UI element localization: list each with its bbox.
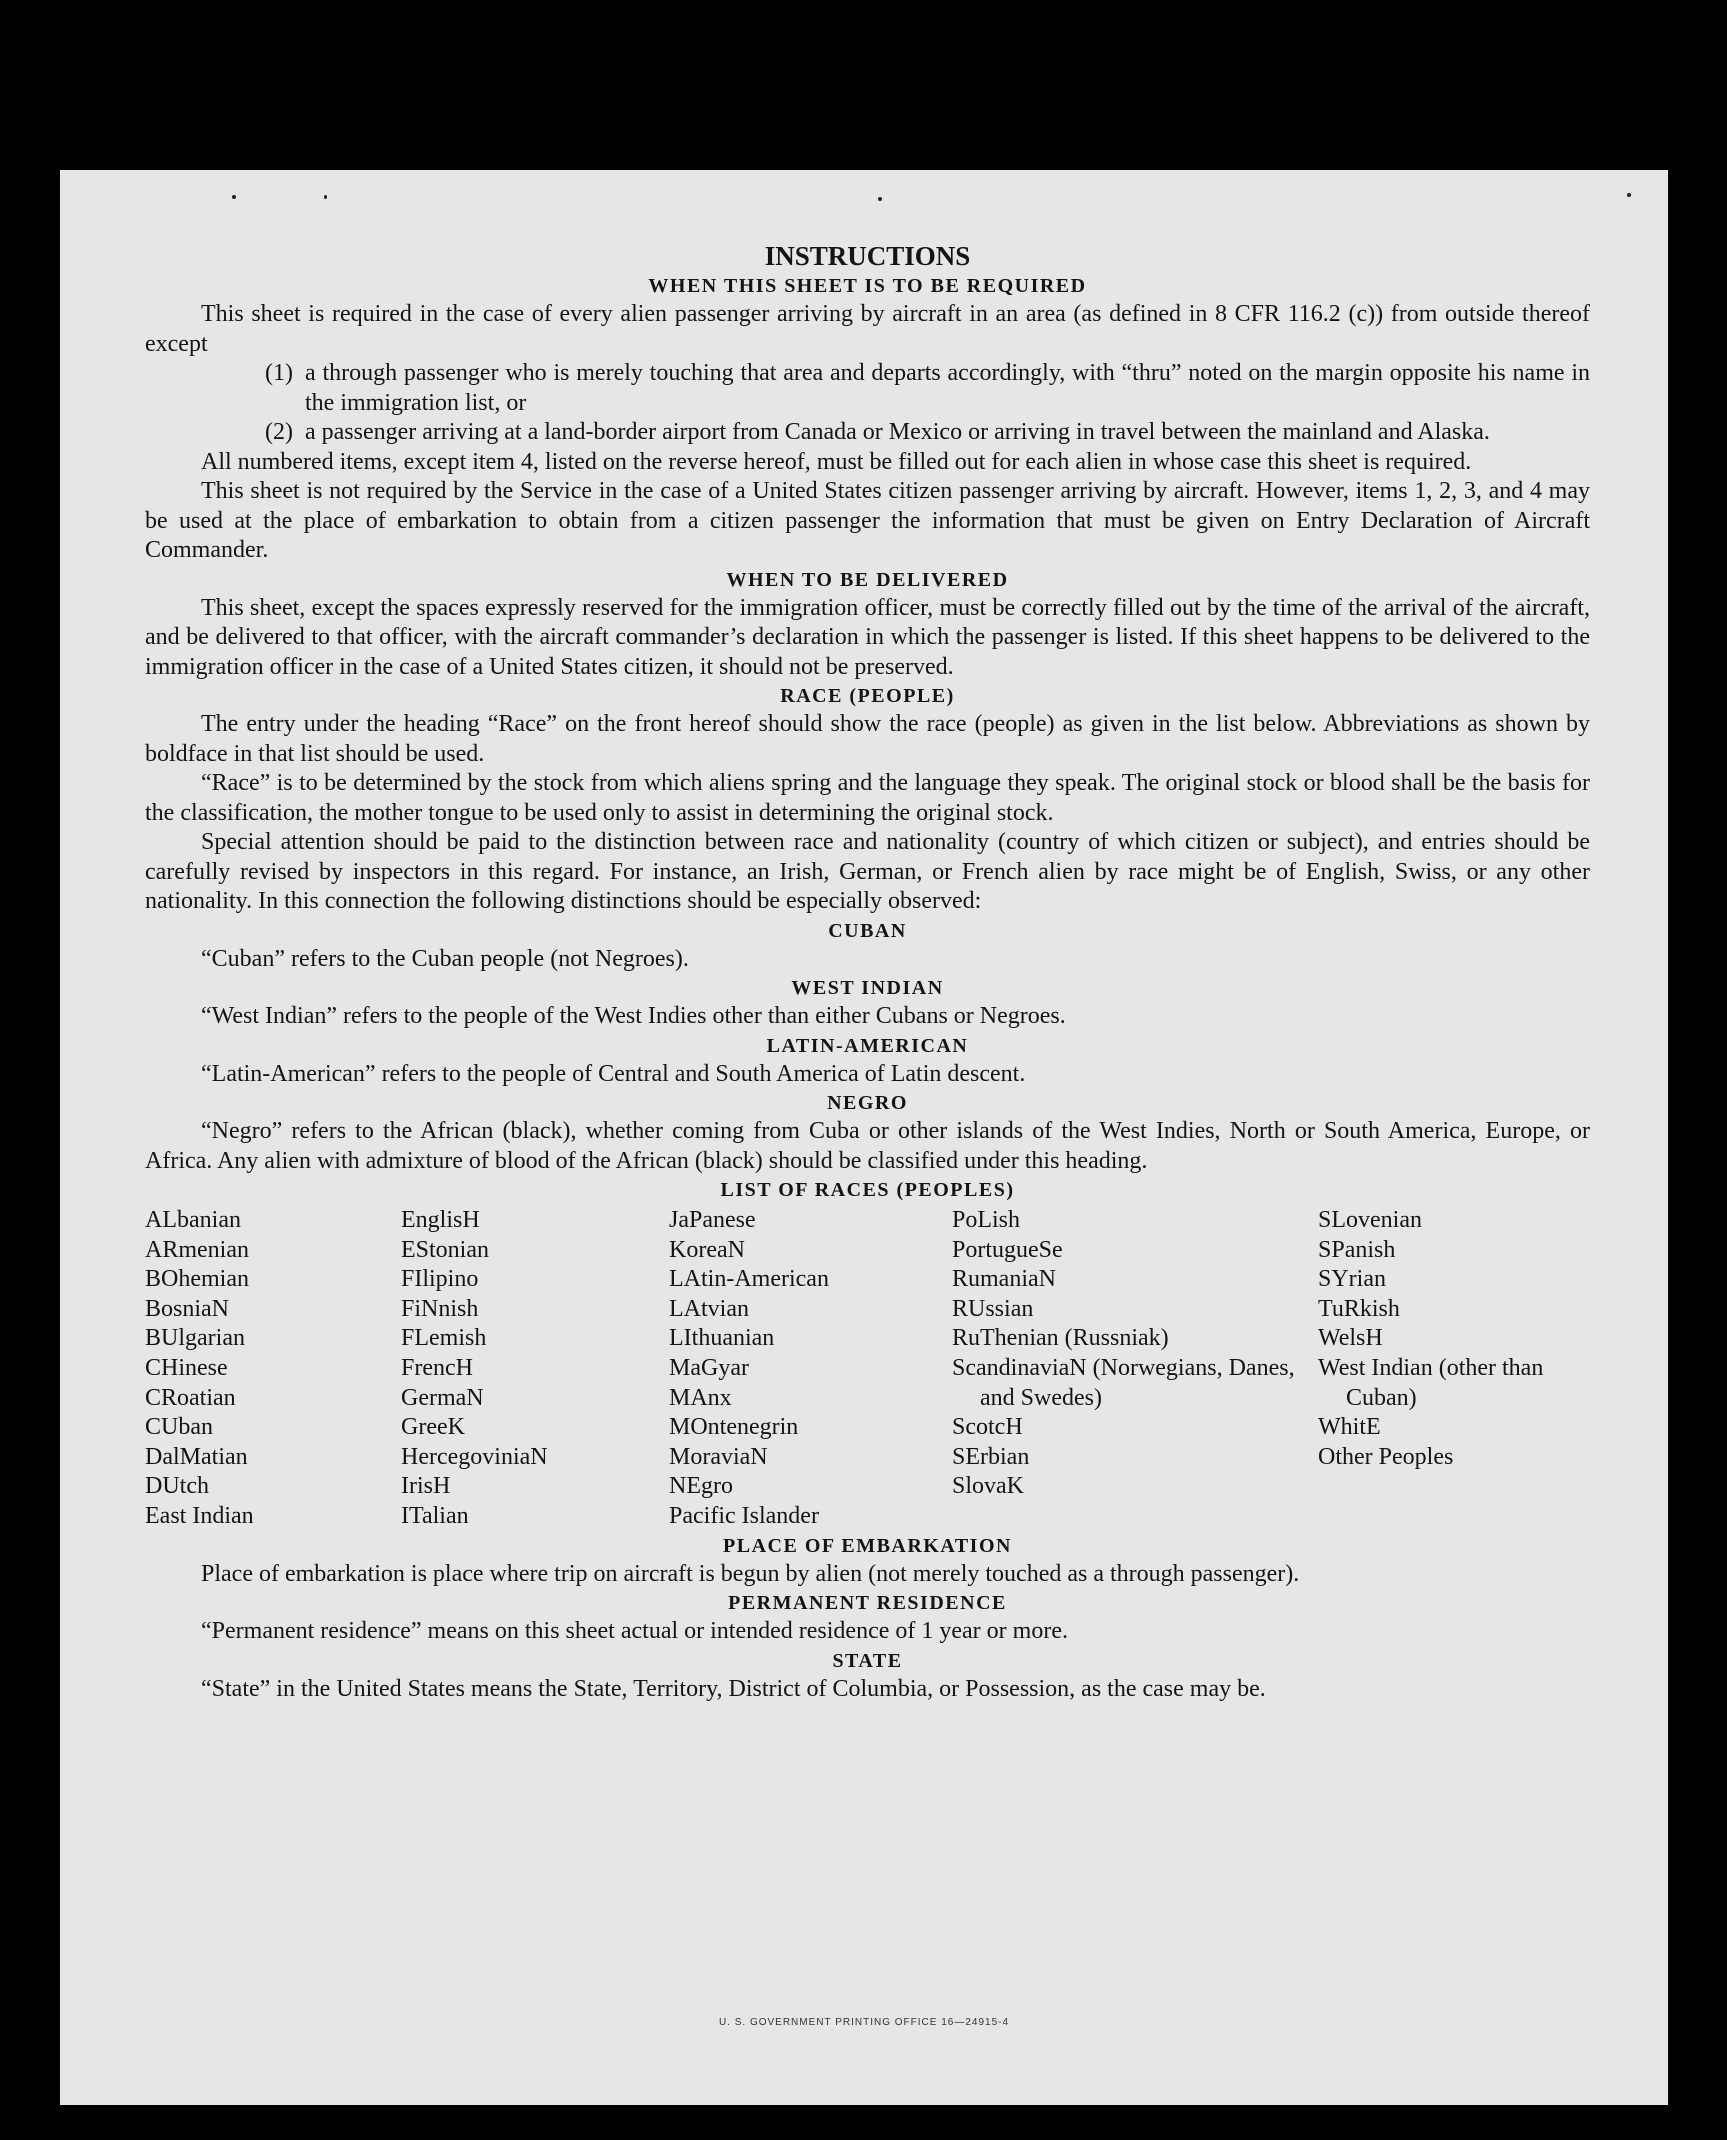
- heading-cuban: CUBAN: [828, 919, 907, 942]
- print-speck: [878, 197, 882, 201]
- race-label: ALbanian: [145, 1207, 241, 1233]
- item-text: a passenger arriving at a land-border airport from Canada or Mexico or arriving in travel between the mainland and Alaska.: [305, 419, 1490, 445]
- race-label: MaGyar: [669, 1354, 749, 1381]
- race-entry: [669, 1295, 952, 1325]
- paragraph: “West Indian” refers to the people of the West Indies other than either Cubans or Negroes.: [201, 1003, 1066, 1029]
- print-speck: [1627, 193, 1631, 197]
- heading-permanent-residence: PERMANENT RESIDENCE: [728, 1592, 1007, 1615]
- paragraph: “Cuban” refers to the Cuban people (not Negroes).: [201, 945, 689, 972]
- race-entry: [145, 1236, 401, 1266]
- race-label: MOntenegrin: [669, 1414, 799, 1441]
- race-label: CUban: [145, 1414, 213, 1441]
- race-entry: [145, 1443, 401, 1473]
- paragraph: “Negro” refers to the African (black), whether coming from Cuba or other islands of the West Indies, North or South America, Europe, or Africa. Any alien with admixture of blood of the African (black) should be classified under this heading.: [145, 1118, 1590, 1174]
- race-entry: [145, 1384, 401, 1414]
- race-label: MoraviaN: [669, 1443, 768, 1470]
- item-number: (2): [265, 419, 293, 445]
- race-list: [145, 1206, 1590, 1532]
- race-entry: [669, 1236, 952, 1266]
- race-label: LIthuanian: [669, 1325, 775, 1352]
- heading-west-indian: WEST INDIAN: [791, 977, 944, 999]
- race-entry: [669, 1413, 952, 1443]
- race-column: [669, 1206, 952, 1532]
- race-entry: [145, 1472, 401, 1502]
- race-label: BUlgarian: [145, 1325, 245, 1352]
- race-column: [401, 1206, 669, 1532]
- race-entry: [952, 1206, 1318, 1236]
- exception-item: [265, 418, 1590, 448]
- race-entry: [401, 1472, 669, 1502]
- heading-when-required: WHEN THIS SHEET IS TO BE REQUIRED: [648, 275, 1087, 297]
- paragraph: This sheet is not required by the Service in the case of a United States citizen passenger arriving by aircraft. However, items 1, 2, 3, and 4 may be used at the place of embarkation to obtain from a citizen passenger the information that must be given on Entry Declaration of Aircraft Commander.: [145, 478, 1590, 563]
- race-entry: [145, 1265, 401, 1295]
- race-label: LAtin-American: [669, 1266, 829, 1293]
- race-label: GermaN: [401, 1384, 484, 1411]
- item-number: (1): [265, 360, 293, 386]
- race-entry: [952, 1472, 1318, 1502]
- race-entry: [952, 1236, 1318, 1266]
- race-entry: [1318, 1236, 1590, 1266]
- race-label: ITalian: [401, 1502, 469, 1529]
- race-entry: [952, 1324, 1318, 1354]
- paragraph: This sheet is required in the case of every alien passenger arriving by aircraft in an area (as defined in 8 CFR 116.2 (c)) from outside thereof except: [145, 301, 1590, 357]
- race-label: West Indian (other than Cuban): [1318, 1354, 1544, 1411]
- race-label: PortugueSe: [952, 1236, 1063, 1263]
- race-entry: [401, 1354, 669, 1384]
- race-label: IrisH: [401, 1473, 451, 1500]
- race-label: ScandinaviaN (Norwegians, Danes, and Swedes): [952, 1354, 1295, 1411]
- race-entry: [1318, 1443, 1590, 1473]
- race-label: FLemish: [401, 1325, 487, 1352]
- race-entry: [952, 1295, 1318, 1325]
- race-label: FIlipino: [401, 1266, 479, 1293]
- race-entry: [401, 1324, 669, 1354]
- race-entry: [669, 1265, 952, 1295]
- race-entry: [401, 1384, 669, 1414]
- race-entry: [1318, 1413, 1590, 1443]
- race-entry: [952, 1354, 1318, 1413]
- race-label: EStonian: [401, 1236, 489, 1263]
- race-label: DalMatian: [145, 1443, 248, 1470]
- paragraph: “State” in the United States means the State, Territory, District of Columbia, or Possession, as the case may be.: [201, 1675, 1266, 1702]
- printing-office-imprint: U. S. GOVERNMENT PRINTING OFFICE 16—24915-4: [718, 2017, 1010, 2028]
- race-entry: [669, 1384, 952, 1414]
- race-label: BOhemian: [145, 1266, 249, 1293]
- race-entry: [952, 1443, 1318, 1473]
- race-label: PoLish: [952, 1207, 1021, 1233]
- race-entry: [145, 1413, 401, 1443]
- document-page: [60, 170, 1668, 2105]
- race-label: EnglisH: [401, 1207, 480, 1233]
- instructions-content: [145, 240, 1590, 1704]
- heading-negro: NEGRO: [827, 1092, 908, 1114]
- race-label: KoreaN: [669, 1236, 745, 1263]
- race-entry: [401, 1206, 669, 1236]
- heading-latin-american: LATIN-AMERICAN: [766, 1034, 969, 1057]
- race-entry: [401, 1443, 669, 1473]
- paragraph: This sheet, except the spaces expressly reserved for the immigration officer, must be correctly filled out by the time of the arrival of the aircraft, and be delivered to that officer, with the aircraft commander’s declaration in which the passenger is listed. If this sheet happens to be delivered to the immigration officer in the case of a United States citizen, it should not be preserved.: [145, 594, 1590, 680]
- race-label: East Indian: [145, 1502, 254, 1529]
- paragraph: All numbered items, except item 4, listed on the reverse hereof, must be filled out for each alien in whose case this sheet is required.: [201, 448, 1472, 475]
- heading-state: STATE: [832, 1649, 903, 1672]
- race-label: SYrian: [1318, 1266, 1386, 1293]
- race-label: FiNnish: [401, 1295, 479, 1322]
- race-entry: [669, 1354, 952, 1384]
- race-entry: [401, 1295, 669, 1325]
- race-label: SPanish: [1318, 1236, 1396, 1263]
- race-entry: [401, 1413, 669, 1443]
- race-entry: [669, 1324, 952, 1354]
- paragraph: “Permanent residence” means on this sheet actual or intended residence of 1 year or more.: [201, 1618, 1068, 1645]
- race-label: Pacific Islander: [669, 1502, 819, 1529]
- race-entry: [1318, 1265, 1590, 1295]
- race-entry: [145, 1295, 401, 1325]
- race-column: [145, 1206, 401, 1532]
- heading-when-delivered: WHEN TO BE DELIVERED: [726, 568, 1009, 591]
- heading-race: RACE (PEOPLE): [780, 685, 955, 707]
- race-entry: [145, 1354, 401, 1384]
- race-label: RumaniaN: [952, 1266, 1056, 1293]
- heading-list-of-races: LIST OF RACES (PEOPLES): [720, 1179, 1015, 1201]
- race-label: ARmenian: [145, 1236, 249, 1263]
- race-entry: [669, 1502, 952, 1532]
- print-speck: [232, 195, 236, 199]
- race-label: DUtch: [145, 1473, 209, 1500]
- race-entry: [669, 1443, 952, 1473]
- race-label: FrencH: [401, 1354, 473, 1381]
- race-label: NEgro: [669, 1473, 733, 1500]
- race-entry: [952, 1413, 1318, 1443]
- race-entry: [1318, 1354, 1590, 1413]
- race-label: RuThenian (Russniak): [952, 1325, 1169, 1352]
- race-column: [952, 1206, 1318, 1532]
- race-label: Other Peoples: [1318, 1443, 1454, 1470]
- race-entry: [145, 1502, 401, 1532]
- paragraph: Special attention should be paid to the distinction between race and nationality (country of which citizen or subject), and entries should be carefully revised by inspectors in this regard. For instance, an Irish, German, or French alien by race might be of English, Swiss, or any other nationality. In this connection the following distinctions should be especially observed:: [145, 829, 1590, 914]
- race-label: RUssian: [952, 1295, 1034, 1322]
- page-title: INSTRUCTIONS: [764, 241, 971, 271]
- race-label: CHinese: [145, 1354, 228, 1381]
- race-label: SlovaK: [952, 1473, 1024, 1500]
- race-label: GreeK: [401, 1414, 465, 1441]
- paragraph: Place of embarkation is place where trip on aircraft is begun by alien (not merely touched as a through passenger).: [201, 1560, 1300, 1587]
- race-entry: [669, 1472, 952, 1502]
- race-label: JaPanese: [669, 1207, 756, 1233]
- race-label: ScotcH: [952, 1414, 1023, 1441]
- race-label: SErbian: [952, 1443, 1030, 1470]
- race-entry: [401, 1265, 669, 1295]
- race-entry: [952, 1265, 1318, 1295]
- race-entry: [669, 1206, 952, 1236]
- race-label: LAtvian: [669, 1295, 749, 1322]
- race-label: WhitE: [1318, 1414, 1381, 1441]
- paragraph: “Race” is to be determined by the stock from which aliens spring and the language they speak. The original stock or blood shall be the basis for the classification, the mother tongue to be used only to assist in determining the original stock.: [145, 770, 1590, 826]
- race-entry: [145, 1324, 401, 1354]
- paragraph: “Latin-American” refers to the people of Central and South America of Latin descent.: [201, 1060, 1026, 1087]
- race-column: [1318, 1206, 1590, 1532]
- race-entry: [401, 1502, 669, 1532]
- race-entry: [145, 1206, 401, 1236]
- race-label: HercegoviniaN: [401, 1443, 548, 1470]
- race-entry: [1318, 1206, 1590, 1236]
- exception-item: [265, 359, 1590, 418]
- race-entry: [1318, 1324, 1590, 1354]
- race-entry: [401, 1236, 669, 1266]
- race-entry: [1318, 1295, 1590, 1325]
- race-label: CRoatian: [145, 1384, 236, 1411]
- race-label: MAnx: [669, 1384, 732, 1411]
- print-speck: [324, 195, 327, 199]
- item-text: a through passenger who is merely touching that area and departs accordingly, with “thru” noted on the margin opposite his name in the immigration list, or: [305, 360, 1590, 416]
- race-label: SLovenian: [1318, 1207, 1422, 1233]
- heading-place-of-embarkation: PLACE OF EMBARKATION: [723, 1534, 1012, 1557]
- race-label: BosniaN: [145, 1295, 229, 1322]
- paragraph: The entry under the heading “Race” on the front hereof should show the race (people) as given in the list below. Abbreviations as shown by boldface in that list should be used.: [145, 711, 1590, 767]
- race-label: TuRkish: [1318, 1295, 1400, 1322]
- race-label: WelsH: [1318, 1325, 1383, 1352]
